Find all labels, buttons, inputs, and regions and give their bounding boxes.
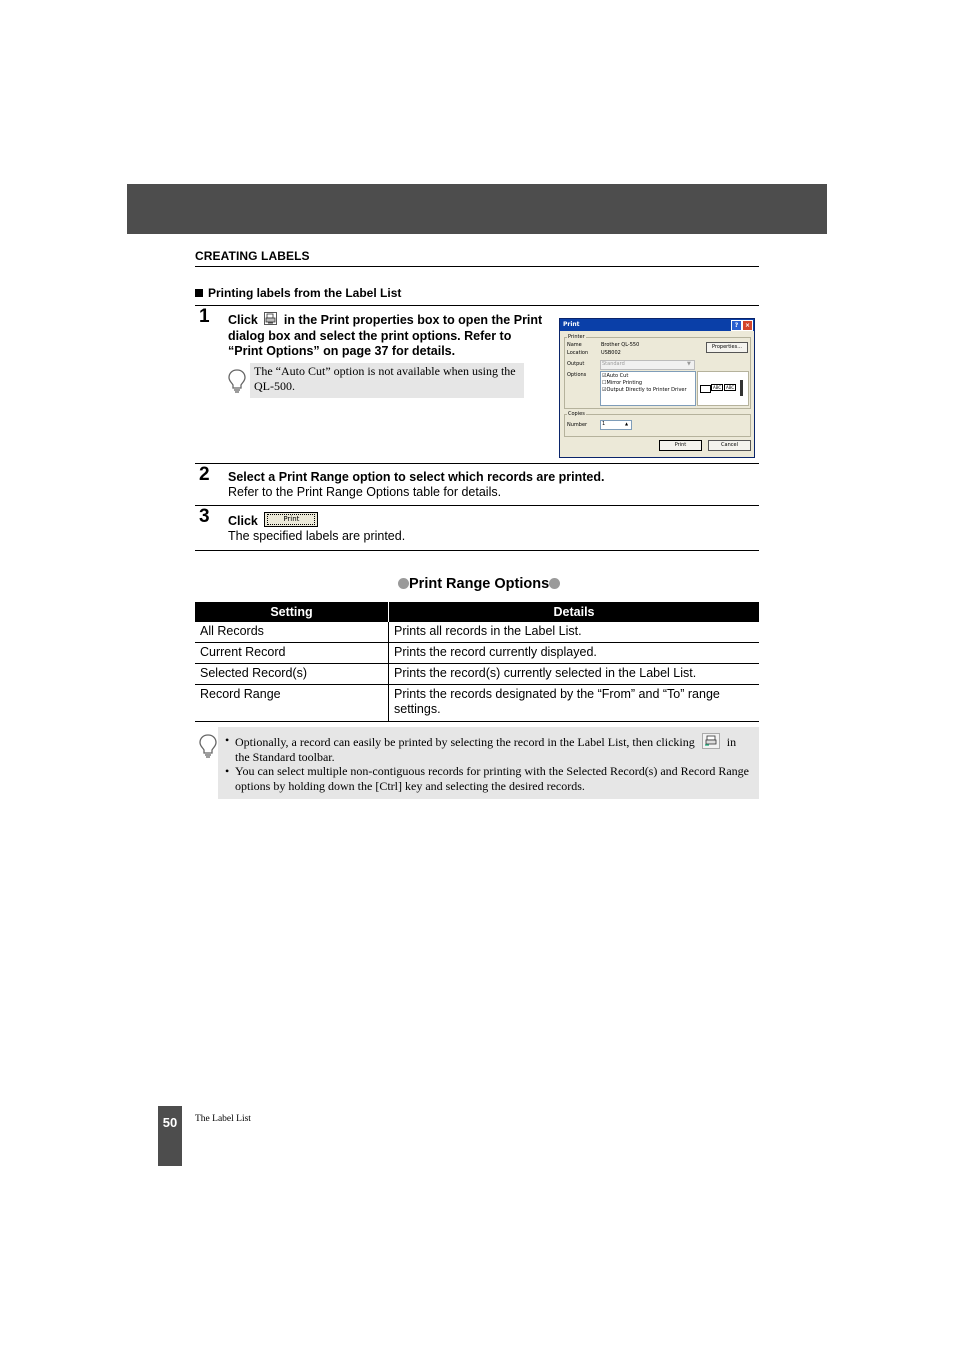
step-rule: [195, 550, 759, 551]
subheading-rule: [195, 305, 759, 306]
print-button-image: [264, 512, 318, 527]
option-label: Output Directly to Printer Driver: [606, 387, 687, 393]
note-item-1-text: Optionally, a record can easily be printed by selecting the record in the Label List, then clicking: [235, 735, 695, 749]
copies-group: [564, 414, 751, 437]
details-cell: Prints the records designated by the “From” and “To” range settings.: [389, 685, 760, 722]
help-button[interactable]: ?: [731, 320, 742, 331]
copies-group-label: Copies: [568, 411, 585, 417]
note-item-1-toolbar: the Standard toolbar.: [235, 750, 335, 764]
note-bullet: •: [225, 733, 230, 747]
bullet-dot-icon: [549, 578, 560, 589]
output-label: Output: [567, 361, 585, 367]
step-1-text: [228, 312, 543, 359]
table-row: [195, 622, 759, 643]
header-details: Details: [389, 602, 760, 622]
note-bullet: •: [225, 764, 230, 778]
number-value: 1: [602, 421, 606, 427]
setting-cell: Selected Record(s): [195, 664, 389, 685]
number-input[interactable]: [600, 420, 632, 430]
preview-area: [697, 371, 749, 406]
step-1-main: in the Print properties box to open the Print dialog box and select the print options. Refer to “Print Options” on page 37 for details.: [228, 312, 543, 358]
print-range-table: [195, 602, 759, 722]
checkbox-checked-icon: ☑: [602, 387, 607, 393]
step-2-text: [228, 470, 748, 500]
square-bullet-icon: [195, 289, 203, 297]
note-item-2: You can select multiple non-contiguous records for printing with the Selected Record(s) and Record Range options by holding down the [Ctrl] key and selecting the desired records.: [235, 764, 749, 793]
step-3-detail: The specified labels are printed.: [228, 529, 406, 543]
location-label: Location: [567, 350, 589, 356]
step-1-click: Click: [228, 312, 258, 327]
setting-cell: Record Range: [195, 685, 389, 722]
location-value: USB002: [601, 350, 621, 356]
printer-group-label: Printer: [568, 334, 585, 340]
label-preview-normal: ABC: [713, 385, 722, 390]
tip-bulb-icon: [227, 368, 247, 399]
option-label: Mirror Printing: [606, 380, 643, 386]
name-value: Brother QL-550: [601, 342, 640, 348]
label-preview-mirror: ABC: [726, 385, 735, 390]
checkbox-checked-icon: ☑: [602, 373, 607, 379]
step-1-number: 1: [199, 306, 210, 327]
print-properties-icon: [264, 312, 277, 329]
page-number-tab: [158, 1106, 182, 1166]
table-header-row: [195, 602, 759, 622]
dialog-title: Print: [563, 321, 580, 328]
step-rule: [195, 463, 759, 464]
print-button-image-label: Print: [267, 514, 315, 525]
output-select[interactable]: [600, 360, 695, 370]
options-list[interactable]: [600, 371, 696, 406]
note-item-1-in: in: [726, 735, 737, 749]
step-2-instruction: Select a Print Range option to select which records are printed.: [228, 470, 605, 484]
cancel-button[interactable]: Cancel: [708, 440, 751, 451]
number-label: Number: [567, 422, 588, 428]
chevron-down-icon: ▼: [687, 361, 691, 367]
section-title: CREATING LABELS: [195, 249, 310, 263]
option-auto-cut[interactable]: [602, 373, 628, 379]
checkbox-unchecked-icon: ☐: [602, 380, 607, 386]
dialog-titlebar: [560, 319, 754, 331]
step-3-click: Click: [228, 514, 258, 528]
step-2-number: 2: [199, 464, 210, 485]
label-preview-blank: [700, 385, 711, 393]
subheading: [195, 286, 401, 300]
option-output-directly[interactable]: [602, 387, 687, 393]
option-label: Auto Cut: [606, 373, 629, 379]
step-3-text: [228, 512, 748, 544]
section-rule: [195, 266, 759, 267]
setting-cell: All Records: [195, 622, 389, 643]
print-dialog: [559, 318, 755, 458]
option-mirror-printing[interactable]: [602, 380, 642, 386]
page-number: 50: [162, 1115, 178, 1130]
print-record-icon: [702, 733, 720, 749]
close-button[interactable]: ×: [742, 320, 753, 331]
step-1-note: The “Auto Cut” option is not available when using the QL-500.: [250, 363, 524, 398]
table-row: [195, 643, 759, 664]
table-row: [195, 664, 759, 685]
details-cell: Prints the record currently displayed.: [389, 643, 760, 664]
table-title-text: Print Range Options: [409, 576, 550, 592]
spinner-icon[interactable]: ▲: [625, 421, 629, 426]
details-cell: Prints all records in the Label List.: [389, 622, 760, 643]
note-item-1: [235, 733, 753, 765]
header-setting: Setting: [195, 602, 389, 622]
step-rule: [195, 505, 759, 506]
properties-button[interactable]: Properties...: [706, 342, 748, 353]
tip-bulb-icon: [198, 733, 218, 764]
setting-cell: Current Record: [195, 643, 389, 664]
print-button[interactable]: Print: [659, 440, 702, 451]
table-row: [195, 685, 759, 722]
output-value: Standard: [602, 361, 625, 367]
bullet-dot-icon: [398, 578, 409, 589]
footer-chapter: The Label List: [195, 1114, 251, 1124]
step-2-detail: Refer to the Print Range Options table for details.: [228, 485, 502, 499]
step-3-number: 3: [199, 506, 210, 527]
details-cell: Prints the record(s) currently selected in the Label List.: [389, 664, 760, 685]
bottom-note: [218, 727, 759, 799]
label-roll-icon: [740, 380, 743, 396]
header-band: [127, 184, 827, 234]
table-title: [398, 576, 560, 592]
subheading-text: Printing labels from the Label List: [208, 286, 402, 300]
options-label: Options: [567, 372, 587, 378]
name-label: Name: [567, 342, 582, 348]
